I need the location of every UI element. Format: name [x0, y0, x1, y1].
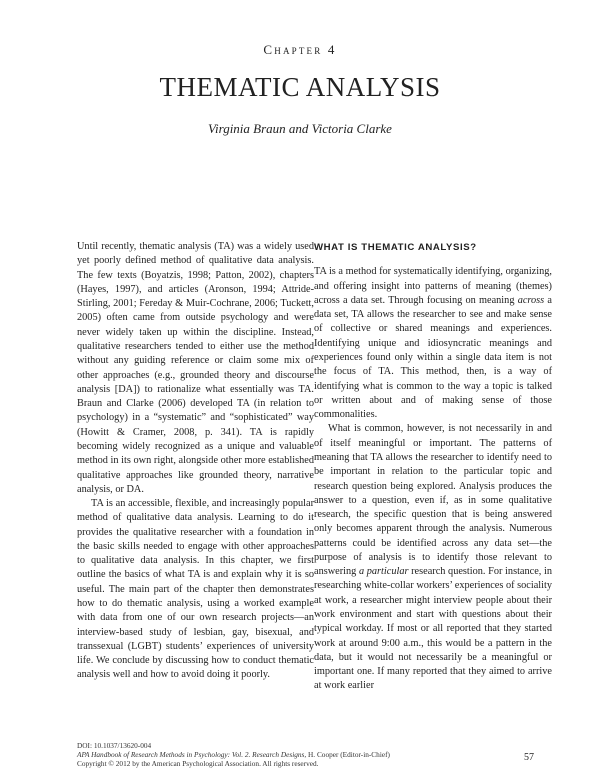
right-paragraph-2: [314, 422, 552, 693]
footer-citation-editor: H. Cooper (Editor-in-Chief): [306, 750, 390, 760]
footer-doi: DOI: 10.1037/13620-004: [77, 741, 152, 750]
right-paragraph-2-part-2: research question. For instance, in researching white-collar workers’ experiences of sociality at work, a researcher might interview people about their work environment and start with questions about their typical workday. If most or all reported that they started work at around 9:00 a.m., this would be a pattern in the data, but it would not necessarily be a meaningful or important one. If many reported that they aimed to arrive at work earlier: [314, 566, 553, 692]
chapter-label: Chapter 4: [263, 42, 337, 57]
chapter-title: THEMATIC ANALYSIS: [159, 72, 441, 102]
footer: [77, 741, 537, 769]
right-paragraph-1-part-1: TA is a method for systematically identifying, organizing, and offering insight into patterns of meaning (themes) across a data set. Through focusing on meaning: [314, 266, 552, 306]
right-paragraph-1-part-2: a data set, TA allows the researcher to see and make sense of collective or shared meanings and experiences. Identifying unique and idiosyncratic meanings and experiences found only within a single data item is not the focus of TA. This method, then, is a way of identifying what is common to the way a topic is talked or written about and of making sense of those commonalities.: [314, 294, 552, 421]
right-column: [314, 240, 552, 694]
left-paragraph-2: TA is an accessible, flexible, and increasingly popular method of qualitative data analysis. Learning to do it provides the qualitative researcher with a foundation in the basic skills needed to engage with other approaches to qualitative data analysis. In this chapter, we first outline the basics of what TA is and explain why it is so useful. The main part of the chapter then demonstrates how to do thematic analysis, using a worked example with data from one of our own research projects—an interview-based study of lesbian, gay, bisexual, and transsexual (LGBT) students’ experiences of university life. We conclude by discussing how to conduct thematic analysis well and how to avoid doing it poorly.: [77, 498, 314, 681]
footer-citation: [77, 750, 537, 759]
left-column: [77, 240, 314, 683]
right-paragraph-2-emphasis: a particular: [358, 566, 409, 578]
right-paragraph-1-emphasis: across: [517, 294, 545, 306]
left-paragraph-1: Until recently, thematic analysis (TA) was a widely used yet poorly defined method of qualitative data analysis. The few texts (Boyatzis, 1998; Patton, 2002), chapters (Hayes, 1997), and articles (Aronson, 1994; Attride-Stirling, 2001; Fereday & Muir-Cochrane, 2006; Tuckett, 2005) often came from outside psychology and were never widely taken up within the discipline. Instead, qualitative researchers tended to either use the method without any guiding reference or claim some mix of other approaches (e.g., grounded theory and discourse analysis [DA]) to rationalize what essentially was TA. Braun and Clarke (2006) developed TA (in relation to psychology) in a “systematic” and “sophisticated” way (Howitt & Cramer, 2008, p. 341). TA is rapidly becoming widely recognized as a unique and valuable method in its own right, alongside other more established qualitative approaches like grounded theory, narrative analysis, or DA.: [77, 241, 314, 495]
right-paragraph-1: [314, 265, 552, 422]
right-paragraph-2-part-1: What is common, however, is not necessarily in and of itself meaningful or important. The patterns of meaning that TA allows the researcher to identify need to be important in relation to the particular topic and research question being explored. Analysis produces the answer to a question, even if, as in some qualitative research, the specific question that is being answered only becomes apparent through the analysis. Numerous patterns could be identified across any data set—the purpose of analysis is to identify those relevant to answering: [314, 423, 552, 578]
footer-copyright: Copyright © 2012 by the American Psychological Association. All rights reserved.: [77, 759, 319, 769]
section-heading: WHAT IS THEMATIC ANALYSIS?: [314, 242, 477, 253]
authors: Virginia Braun and Victoria Clarke: [208, 121, 392, 136]
page-number: 57: [524, 752, 534, 763]
footer-citation-title: APA Handbook of Research Methods in Psychology: Vol. 2. Research Designs,: [77, 750, 307, 760]
